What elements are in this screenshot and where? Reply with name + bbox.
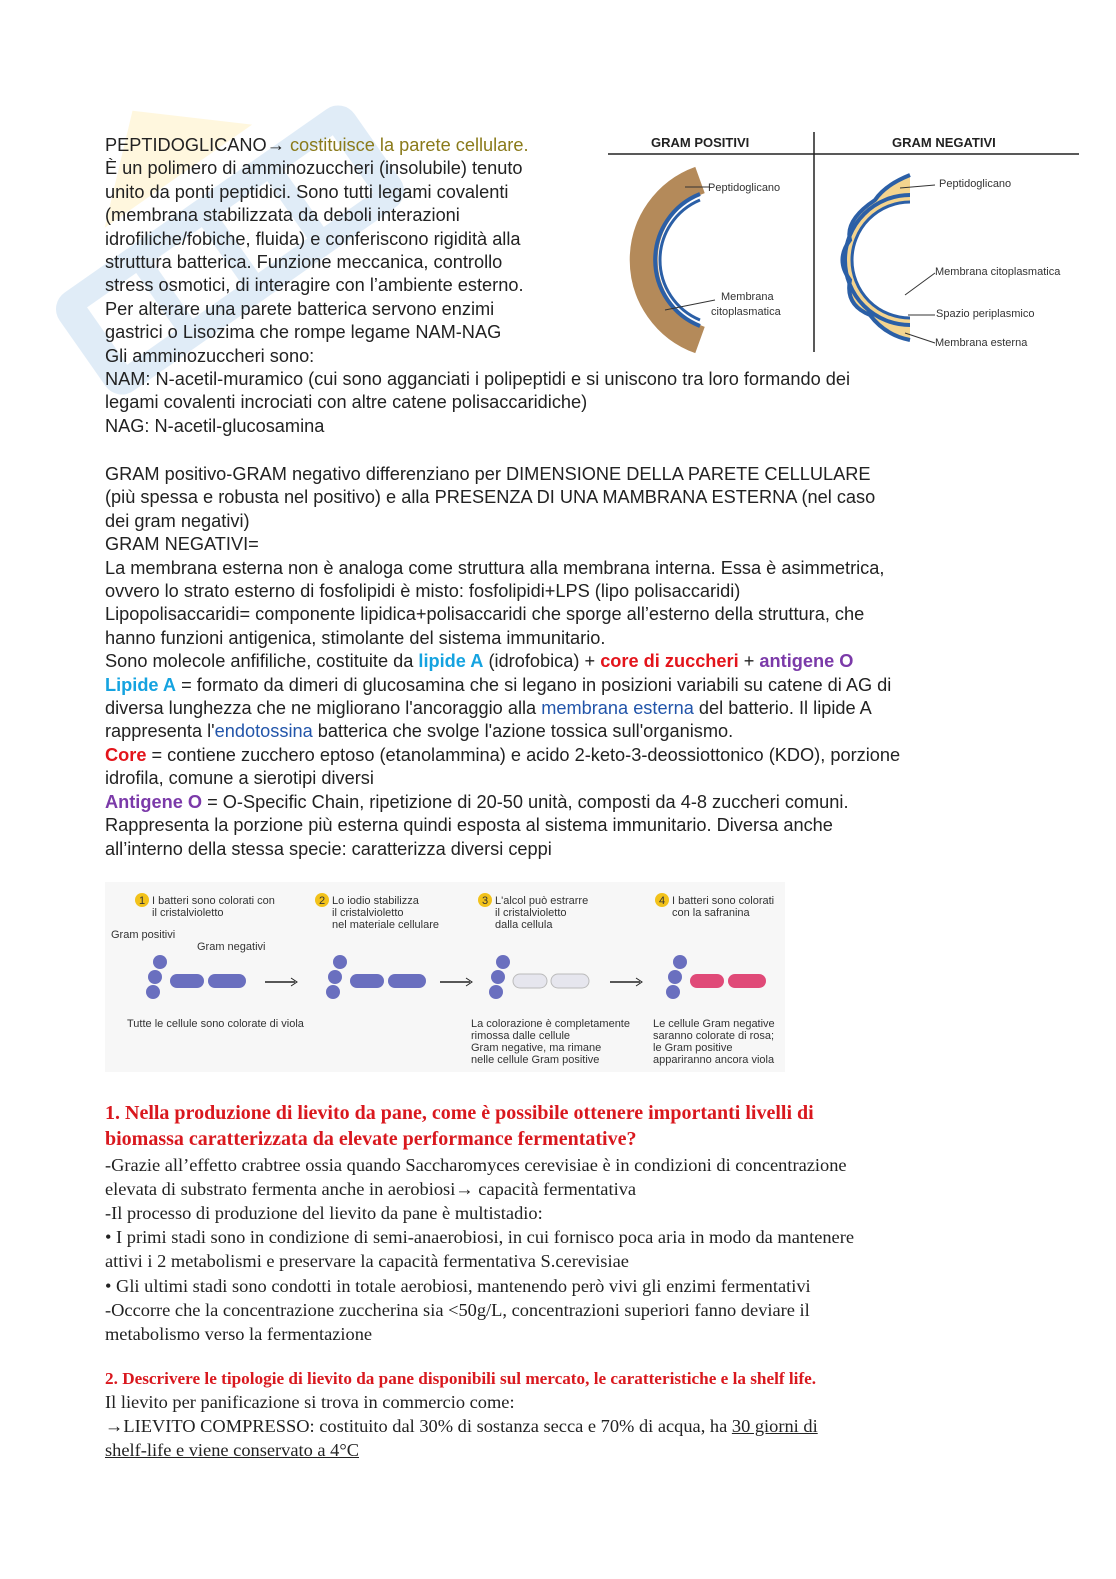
step-text: Lo iodio stabilizza	[332, 895, 419, 907]
gram-line: La membrana esterna non è analoga come struttura alla membrana interna. Essa è asimmetrica,	[105, 557, 885, 578]
caption-step-4: saranno colorate di rosa;	[653, 1030, 775, 1042]
lipide-line	[105, 697, 1105, 720]
step-number: 1	[139, 895, 146, 907]
gram-line: GRAM positivo-GRAM negativo differenziano per DIMENSIONE DELLA PARETE CELLULARE	[105, 464, 871, 484]
peptidoglycan-line: gastrici o Lisozima che rompe legame NAM-NAG	[105, 322, 502, 343]
answer-1-line	[105, 1177, 1105, 1201]
answer-1-line: -Occorre che la concentrazione zuccherina sia <50g/L, concentrazioni superiori fanno deviare il	[105, 1299, 810, 1320]
gram-neg-periplasm-label: Spazio periplasmico	[936, 308, 1035, 320]
antigene-term: antigene O	[759, 651, 854, 672]
step-number: 2	[319, 895, 326, 907]
molecules-mid: (idrofobica) +	[483, 651, 601, 672]
core-text: = contiene zucchero eptoso (etanolammina) e acido 2-keto-3-deossiottonico (KDO), porzione	[146, 744, 901, 765]
molecules-line	[105, 650, 1105, 673]
answer-1-line: • Gli ultimi stadi sono condotti in totale aerobiosi, mantenendo però vivi gli enzimi fermentativi	[105, 1275, 811, 1296]
step-number: 3	[482, 895, 489, 907]
shelf-life-text: 30 giorni di	[731, 1416, 818, 1437]
lipide-line	[105, 674, 1105, 697]
peptidoglycan-line: NAG: N-acetil-glucosamina	[105, 415, 325, 436]
answer-2-line: shelf-life e viene conservato a 4°C	[105, 1440, 359, 1461]
core-line	[105, 744, 1105, 767]
gram-pos-label: Gram positivi	[111, 929, 176, 941]
gram-line: hanno funzioni antigenica, stimolante del sistema immunitario.	[105, 627, 606, 648]
lipide-text: = formato da dimeri di glucosamina che si legano in posizioni variabili su catene di AG di	[176, 674, 892, 695]
core-line: idrofila, comune a sierotipi diversi	[105, 768, 374, 789]
answer-1-line: • I primi stadi sono in condizione di semi-anaerobiosi, in cui fornisco poca aria in modo da mantenere	[105, 1227, 855, 1248]
answer-2-line: Il lievito per panificazione si trova in commercio come:	[105, 1392, 515, 1412]
antigene-title: Antigene O	[105, 791, 203, 812]
answer-1-line: -Il processo di produzione del lievito da pane è multistadio:	[105, 1203, 543, 1223]
arrow-icon: →	[266, 135, 285, 155]
caption-step-4: Le cellule Gram negative	[653, 1018, 775, 1030]
gram-line: dei gram negativi)	[105, 510, 250, 531]
caption-step-3: nelle cellule Gram positive	[471, 1054, 600, 1066]
peptidoglycan-def: costituisce la parete cellulare.	[284, 135, 529, 155]
gram-neg-membrane-label: Membrana citoplasmatica	[935, 266, 1061, 278]
peptidoglycan-line: legami covalenti incrociati con altre catene polisaccaridiche)	[105, 392, 588, 413]
antigene-line: all’interno della stessa specie: caratterizza diversi ceppi	[105, 838, 552, 859]
lipide-title: Lipide A	[105, 674, 177, 695]
answer-2-line	[105, 1414, 1105, 1438]
antigene-text: = O-Specific Chain, ripetizione di 20-50 unità, composti da 4-8 zuccheri comuni.	[202, 791, 849, 812]
step-text: il cristalvioletto	[495, 907, 567, 919]
molecules-prefix: Sono molecole anfifiliche, costituite da	[105, 651, 419, 672]
caption-step-1: Tutte le cellule sono colorate di viola	[127, 1018, 304, 1030]
antigene-line	[105, 791, 1105, 814]
step-text: L'alcol può estrarre	[495, 895, 589, 907]
arrow-icon: →	[455, 1178, 474, 1199]
molecules-mid: +	[738, 651, 760, 672]
step-number: 4	[659, 895, 666, 907]
gram-positive-title: GRAM POSITIVI	[651, 135, 750, 150]
antigene-line: Rappresenta la porzione più esterna quindi esposta al sistema immunitario. Diversa anche	[105, 815, 833, 836]
peptidoglycan-line: unito da ponti peptidici. Sono tutti legami covalenti	[105, 181, 509, 202]
caption-step-3: rimossa dalle cellule	[471, 1030, 571, 1042]
peptidoglycan-term: PEPTIDOGLICANO	[105, 135, 267, 155]
peptidoglycan-line: Gli amminozuccheri sono:	[105, 345, 315, 366]
step-text: I batteri sono colorati con	[152, 895, 275, 907]
step-text: I batteri sono colorati	[672, 895, 775, 907]
step-text: nel materiale cellulare	[332, 919, 439, 931]
lipide-line	[105, 720, 1105, 743]
question-2-title: 2. Descrivere le tipologie di lievito da pane disponibili sul mercato, le caratteristiche e la shelf life.	[105, 1369, 817, 1388]
gram-line: (più spessa e robusta nel positivo) e alla PRESENZA DI UNA MAMBRANA ESTERNA (nel caso	[105, 487, 876, 508]
peptidoglycan-line: Per alterare una parete batterica servono enzimi	[105, 298, 495, 319]
endotossina-term: endotossina	[214, 721, 313, 742]
question-1-section	[105, 1101, 1105, 1346]
answer-1-line: -Grazie all’effetto crabtree ossia quando Saccharomyces cerevisiae è in condizioni di concentrazione	[105, 1154, 847, 1175]
peptidoglycan-line: stress osmotici, di interagire con l’ambiente esterno.	[105, 275, 524, 296]
peptidoglycan-line: idrofiliche/fobiche, fluida) e conferiscono rigidità alla	[105, 228, 521, 249]
caption-step-4: appariranno ancora viola	[653, 1054, 775, 1066]
question-1-title: 1. Nella produzione di lievito da pane, come è possibile ottenere importanti livelli di	[105, 1102, 814, 1124]
step-text: il cristalvioletto	[332, 907, 404, 919]
peptidoglycan-line: NAM: N-acetil-muramico (cui sono agganciati i polipeptidi e si uniscono tra loro formando dei	[105, 369, 851, 390]
gram-stain-figure	[105, 882, 785, 1072]
gram-neg-label: Gram negativi	[197, 941, 266, 953]
caption-step-3: Gram negative, ma rimane	[471, 1042, 602, 1054]
question-1-title: biomassa caratterizzata da elevate performance fermentative?	[105, 1127, 637, 1150]
gram-line: GRAM NEGATIVI=	[105, 534, 259, 555]
gram-line: ovvero lo strato esterno di fosfolipidi è misto: fosfolipidi+LPS (lipo polisaccaridi)	[105, 581, 741, 602]
core-term: core di zuccheri	[600, 651, 739, 672]
answer-1-line: metabolismo verso la fermentazione	[105, 1324, 373, 1345]
gram-negative-title: GRAM NEGATIVI	[892, 135, 996, 150]
gram-neg-peptidoglycan-label: Peptidoglicano	[939, 178, 1012, 190]
caption-step-4: le Gram positive	[653, 1042, 733, 1054]
step-text: con la safranina	[672, 907, 750, 919]
lipide-text: diversa lunghezza che ne migliorano l'ancoraggio alla	[105, 698, 542, 719]
membrana-esterna-term: membrana esterna	[541, 698, 694, 719]
peptidoglycan-line: (membrana stabilizzata da deboli interazioni	[105, 205, 460, 226]
step-text: dalla cellula	[495, 919, 553, 931]
answer-2-text: LIEVITO COMPRESSO: costituito dal 30% di sostanza secca e 70% di acqua, ha	[123, 1416, 732, 1437]
gram-section	[105, 463, 1105, 861]
question-2-section	[105, 1367, 1105, 1463]
gram-line: Lipopolisaccaridi= componente lipidica+polisaccaridi che sporge all’esterno della struttura, che	[105, 604, 865, 625]
gram-pos-membrane-label-2: citoplasmatica	[711, 306, 781, 318]
gram-pos-membrane-label: Membrana	[721, 291, 774, 303]
gram-neg-outer-membrane-label: Membrana esterna	[935, 337, 1028, 349]
gram-wall-figure	[605, 130, 1081, 355]
lipide-text: batterica che svolge l'azione tossica sull'organismo.	[312, 721, 734, 742]
gram-pos-peptidoglycan-label: Peptidoglicano	[708, 182, 781, 194]
lipide-a-term: lipide A	[418, 651, 484, 672]
lipide-text: del batterio. Il lipide A	[693, 698, 872, 719]
answer-1-text: capacità fermentativa	[473, 1178, 637, 1199]
answer-1-text: elevata di substrato fermenta anche in aerobiosi	[105, 1178, 456, 1199]
step-text: il cristalvioletto	[152, 907, 224, 919]
answer-1-line: attivi i 2 metabolismi e preservare la capacità fermentativa S.cerevisiae	[105, 1251, 629, 1272]
peptidoglycan-line: struttura batterica. Funzione meccanica, controllo	[105, 252, 503, 273]
arrow-icon: →	[105, 1416, 124, 1437]
core-title: Core	[105, 744, 147, 765]
peptidoglycan-line: È un polimero di amminozuccheri (insolubile) tenuto	[105, 158, 523, 179]
caption-step-3: La colorazione è completamente	[471, 1018, 630, 1030]
lipide-text: rappresenta l'	[105, 721, 215, 742]
